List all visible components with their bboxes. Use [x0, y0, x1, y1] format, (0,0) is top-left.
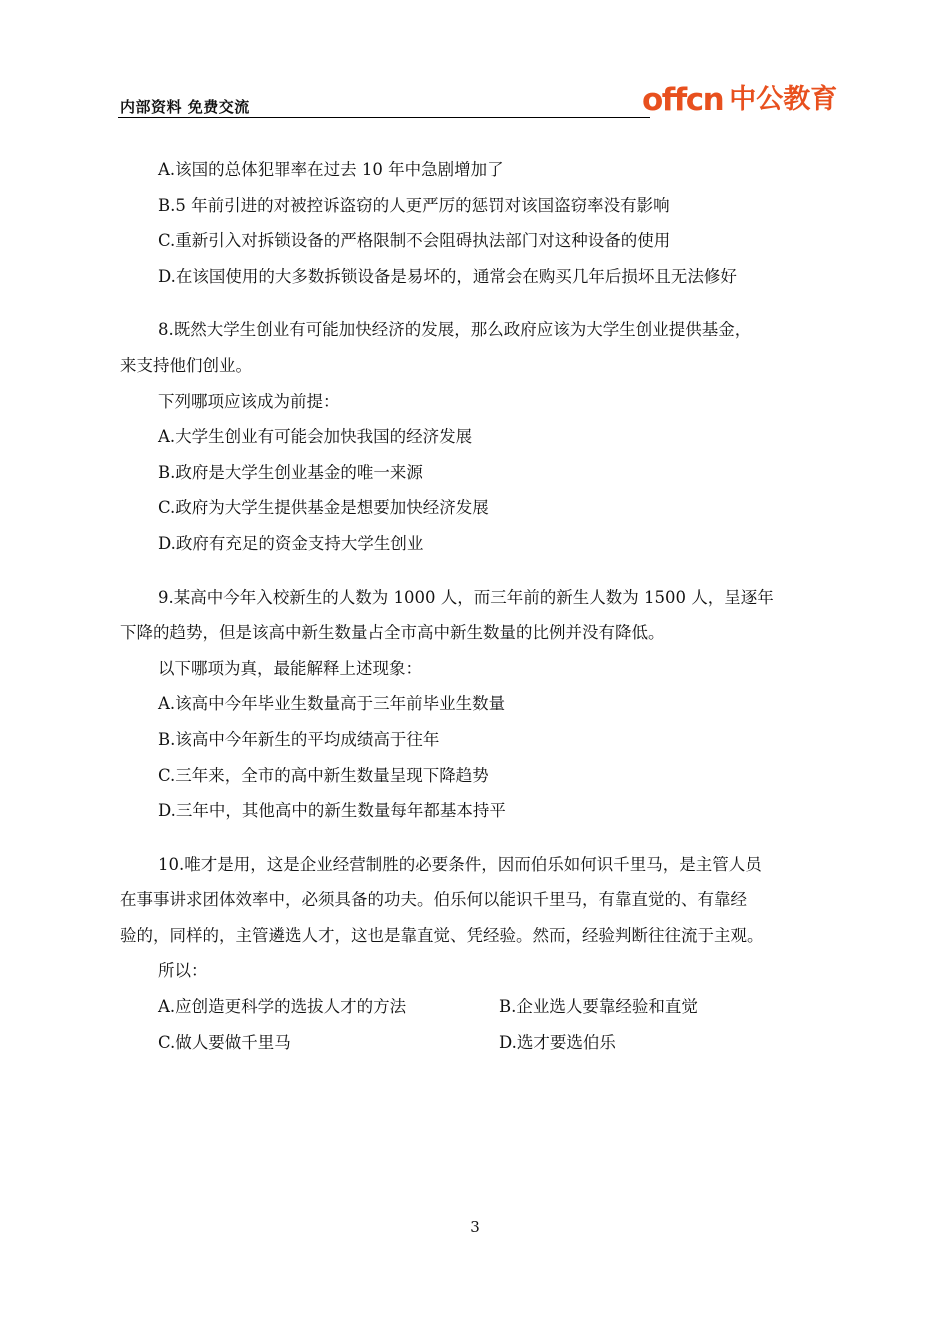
q10-options-row-2: [120, 1025, 840, 1061]
q10-prompt: 所以：: [158, 961, 208, 981]
q8-option-c: C.政府为大学生提供基金是想要加快经济发展: [158, 498, 489, 518]
logo-latin-text: offcn: [642, 82, 724, 118]
q8-option-a: A.大学生创业有可能会加快我国的经济发展: [158, 427, 473, 447]
q9-option-b: B.该高中今年新生的平均成绩高于往年: [158, 729, 440, 749]
q7-option-c: C.重新引入对拆锁设备的严格限制不会阻碍执法部门对这种设备的使用: [158, 231, 671, 251]
spacer: [120, 829, 840, 847]
q8-prompt: 下列哪项应该成为前提：: [158, 391, 340, 411]
q9-option-c: C.三年来，全市的高中新生数量呈现下降趋势: [158, 765, 489, 785]
q9-stem-line-2: 下降的趋势，但是该高中新生数量占全市高中新生数量的比例并没有降低。: [120, 623, 665, 643]
q9-option-d: D.三年中，其他高中的新生数量每年都基本持平: [158, 801, 506, 821]
q8-stem-line-1: 8.既然大学生创业有可能加快经济的发展，那么政府应该为大学生创业提供基金，: [158, 320, 752, 340]
q9-option-a: A.该高中今年毕业生数量高于三年前毕业生数量: [158, 694, 506, 714]
page-number: 3: [470, 1218, 480, 1236]
q8-stem-line-2: 来支持他们创业。: [120, 355, 252, 375]
q9-stem-line-1: 9.某高中今年入校新生的人数为 1000 人，而三年前的新生人数为 1500 人，呈逐年: [158, 587, 774, 607]
q9-prompt: 以下哪项为真，最能解释上述现象：: [158, 658, 422, 678]
header-rule: [118, 117, 650, 118]
header-left-text: 内部资料 免费交流: [120, 98, 250, 116]
document-body: [120, 152, 840, 1060]
q10-option-c: C.做人要做千里马: [158, 1032, 291, 1052]
q7-option-b: B.5 年前引进的对被控诉盗窃的人更严厉的惩罚对该国盗窃率没有影响: [158, 195, 670, 215]
q10-option-d: D.选才要选伯乐: [499, 1032, 616, 1052]
q10-stem-line-3: 验的，同样的，主管遴选人才，这也是靠直觉、凭经验。然而，经验判断往往流于主观。: [120, 925, 764, 945]
q8-option-b: B.政府是大学生创业基金的唯一来源: [158, 462, 423, 482]
q10-stem-line-1: 10.唯才是用，这是企业经营制胜的必要条件，因而伯乐如何识千里马，是主管人员: [158, 854, 762, 874]
q7-option-a: A.该国的总体犯罪率在过去 10 年中急剧增加了: [158, 160, 504, 179]
spacer: [120, 294, 840, 312]
q10-options-row-1: [120, 989, 840, 1025]
logo-chinese-text: 中公教育: [729, 84, 838, 115]
q8-option-d: D.政府有充足的资金支持大学生创业: [158, 533, 424, 553]
spacer: [120, 562, 840, 580]
q10-option-a: A.应创造更科学的选拔人才的方法: [158, 997, 407, 1017]
q7-option-d: D.在该国使用的大多数拆锁设备是易坏的，通常会在购买几年后损坏且无法修好: [158, 266, 737, 286]
q10-stem-line-2: 在事事讲求团体效率中，必须具备的功夫。伯乐何以能识千里马，有靠直觉的、有靠经: [120, 890, 747, 910]
offcn-logo: [642, 78, 837, 118]
q10-option-b: B.企业选人要靠经验和直觉: [499, 997, 698, 1017]
